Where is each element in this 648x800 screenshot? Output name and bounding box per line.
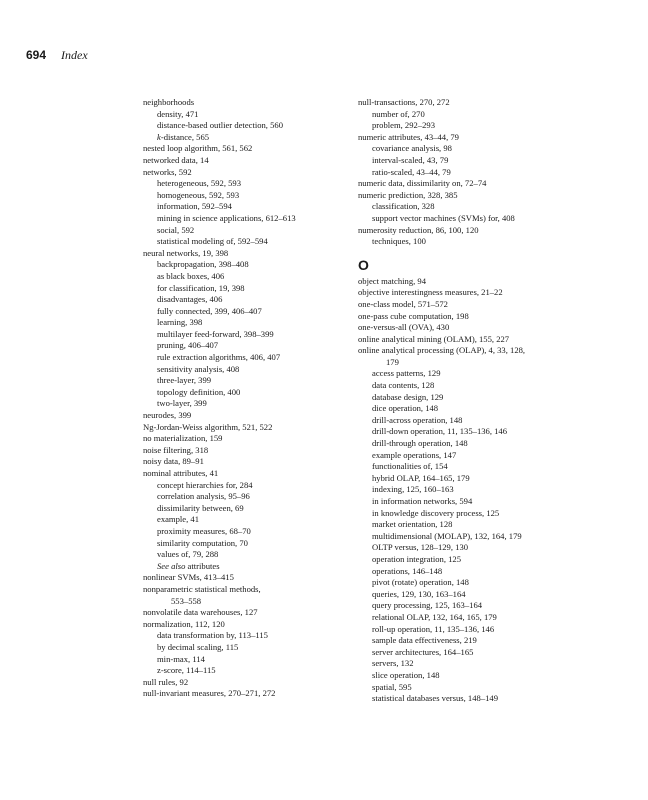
index-subentry: pruning, 406–407 (157, 340, 219, 351)
index-subentry: rule extraction algorithms, 406, 407 (157, 352, 281, 363)
index-subentry: topology definition, 400 (157, 386, 241, 397)
index-subentry: functionalities of, 154 (372, 461, 448, 472)
index-subentry: learning, 398 (157, 317, 203, 328)
index-entry: neurodes, 399 (143, 410, 192, 421)
index-subentry: database design, 129 (372, 391, 444, 402)
index-entry: normalization, 112, 120 (143, 618, 225, 629)
index-entry: neural networks, 19, 398 (143, 247, 229, 258)
index-subentry: heterogeneous, 592, 593 (157, 178, 242, 189)
index-entry: nonlinear SVMs, 413–415 (143, 572, 234, 583)
index-subentry: data transformation by, 113–115 (157, 630, 268, 641)
index-column-left (143, 97, 343, 700)
index-subentry: sensitivity analysis, 408 (157, 363, 240, 374)
index-entry: networked data, 14 (143, 154, 209, 165)
header-title: Index (61, 48, 88, 62)
page-number: 694 (26, 48, 47, 62)
index-subentry: disadvantages, 406 (157, 294, 223, 305)
index-subentry: problem, 292–293 (372, 120, 436, 131)
index-subentry: support vector machines (SVMs) for, 408 (372, 212, 515, 223)
index-entry: numerosity reduction, 86, 100, 120 (358, 224, 479, 235)
index-subentry: indexing, 125, 160–163 (372, 484, 454, 495)
index-subentry: statistical databases versus, 148–149 (372, 693, 499, 704)
index-subentry: multilayer feed-forward, 398–399 (157, 328, 274, 339)
index-subentry: drill-down operation, 11, 135–136, 146 (372, 426, 508, 437)
index-subentry: servers, 132 (372, 658, 414, 669)
index-subentry: density, 471 (157, 108, 199, 119)
index-subentry: k-distance, 565 (157, 131, 210, 142)
index-subentry: three-layer, 399 (157, 375, 212, 386)
index-entry: nonparametric statistical methods, (143, 583, 261, 594)
index-subentry: backpropagation, 398–408 (157, 259, 249, 270)
index-entry: null rules, 92 (143, 676, 189, 687)
index-subentry: slice operation, 148 (372, 669, 440, 680)
index-subentry: information, 592–594 (157, 201, 232, 212)
index-subentry: social, 592 (157, 224, 195, 235)
running-header (26, 48, 88, 63)
index-subentry: dissimilarity between, 69 (157, 502, 244, 513)
index-subentry: similarity computation, 70 (157, 537, 248, 548)
index-entry: online analytical mining (OLAM), 155, 227 (358, 333, 510, 344)
index-entry: numeric data, dissimilarity on, 72–74 (358, 178, 487, 189)
index-subentry: example, 41 (157, 514, 199, 525)
index-subentry: by decimal scaling, 115 (157, 641, 239, 652)
index-subentry: pivot (rotate) operation, 148 (372, 577, 469, 588)
index-subentry: correlation analysis, 95–96 (157, 491, 250, 502)
index-subentry: values of, 79, 288 (157, 549, 219, 560)
index-subentry: number of, 270 (372, 108, 425, 119)
index-entry: no materialization, 159 (143, 433, 223, 444)
index-entries-n (358, 97, 588, 248)
index-subentry: classification, 328 (372, 201, 435, 212)
section-letter-o: O (358, 256, 369, 273)
index-entry: objective interestingness measures, 21–22 (358, 287, 503, 298)
index-entry-continuation: 553–558 (171, 595, 202, 606)
index-entry: noisy data, 89–91 (143, 456, 204, 467)
index-subentry: example operations, 147 (372, 449, 457, 460)
index-subentry: ratio-scaled, 43–44, 79 (372, 166, 451, 177)
index-subentry: drill-through operation, 148 (372, 438, 468, 449)
index-subentry: relational OLAP, 132, 164, 165, 179 (372, 611, 497, 622)
index-subentry: techniques, 100 (372, 236, 426, 247)
index-entry: neighborhoods (143, 97, 195, 107)
index-subentry: in knowledge discovery process, 125 (372, 507, 500, 518)
index-entry: numeric prediction, 328, 385 (358, 189, 458, 200)
index-subentry: operation integration, 125 (372, 553, 462, 564)
index-entry: one-class model, 571–572 (358, 298, 448, 309)
index-entry: noise filtering, 318 (143, 444, 209, 455)
index-entry: online analytical processing (OLAP), 4, 33, 128, (358, 345, 526, 356)
index-subentry: for classification, 19, 398 (157, 282, 245, 293)
index-subentry: queries, 129, 130, 163–164 (372, 588, 466, 599)
index-subentry: spatial, 595 (372, 681, 412, 692)
index-subentry: concept hierarchies for, 284 (157, 479, 253, 490)
index-entry: nonvolatile data warehouses, 127 (143, 607, 258, 618)
index-subentry: covariance analysis, 98 (372, 143, 452, 154)
index-subentry: query processing, 125, 163–164 (372, 600, 483, 611)
index-subentry: fully connected, 399, 406–407 (157, 305, 262, 316)
index-subentry: proximity measures, 68–70 (157, 525, 251, 536)
index-entry: null-invariant measures, 270–271, 272 (143, 688, 276, 699)
index-subentry: operations, 146–148 (372, 565, 443, 576)
index-subentry: two-layer, 399 (157, 398, 207, 409)
index-entry: numeric attributes, 43–44, 79 (358, 131, 459, 142)
index-subentry: OLTP versus, 128–129, 130 (372, 542, 469, 553)
index-entry: one-versus-all (OVA), 430 (358, 322, 450, 333)
index-subentry: access patterns, 129 (372, 368, 441, 379)
index-subentry: market orientation, 128 (372, 519, 453, 530)
index-entry: object matching, 94 (358, 275, 427, 286)
index-subentry: hybrid OLAP, 164–165, 179 (372, 472, 470, 483)
index-subentry: mining in science applications, 612–613 (157, 212, 296, 223)
index-subentry: in information networks, 594 (372, 496, 473, 506)
index-entry: Ng-Jordan-Weiss algorithm, 521, 522 (143, 421, 273, 432)
index-subentry: server architectures, 164–165 (372, 646, 474, 657)
index-entry: nominal attributes, 41 (143, 468, 219, 478)
index-subentry: interval-scaled, 43, 79 (372, 154, 449, 165)
index-subentry: roll-up operation, 11, 135–136, 146 (372, 623, 495, 634)
index-subentry: dice operation, 148 (372, 403, 439, 414)
index-column-right (358, 97, 588, 705)
index-subentry: drill-across operation, 148 (372, 414, 463, 425)
index-entries-o (358, 276, 588, 705)
index-subentry: homogeneous, 592, 593 (157, 189, 240, 200)
index-entry: networks, 592 (143, 166, 192, 177)
index-subentry: statistical modeling of, 592–594 (157, 236, 268, 247)
index-subentry: z-score, 114–115 (157, 665, 216, 676)
index-subentry: sample data effectiveness, 219 (372, 635, 477, 646)
index-entry: null-transactions, 270, 272 (358, 97, 450, 107)
index-subentry: multidimensional (MOLAP), 132, 164, 179 (372, 530, 522, 541)
index-entry: one-pass cube computation, 198 (358, 310, 469, 321)
index-entry: nested loop algorithm, 561, 562 (143, 143, 253, 154)
index-subentry: min-max, 114 (157, 653, 205, 664)
index-subentry: as black boxes, 406 (157, 270, 225, 281)
index-subentry: See also attributes (157, 560, 220, 571)
index-entry-continuation: 179 (386, 356, 399, 367)
index-subentry: distance-based outlier detection, 560 (157, 120, 283, 131)
index-subentry: data contents, 128 (372, 380, 435, 391)
